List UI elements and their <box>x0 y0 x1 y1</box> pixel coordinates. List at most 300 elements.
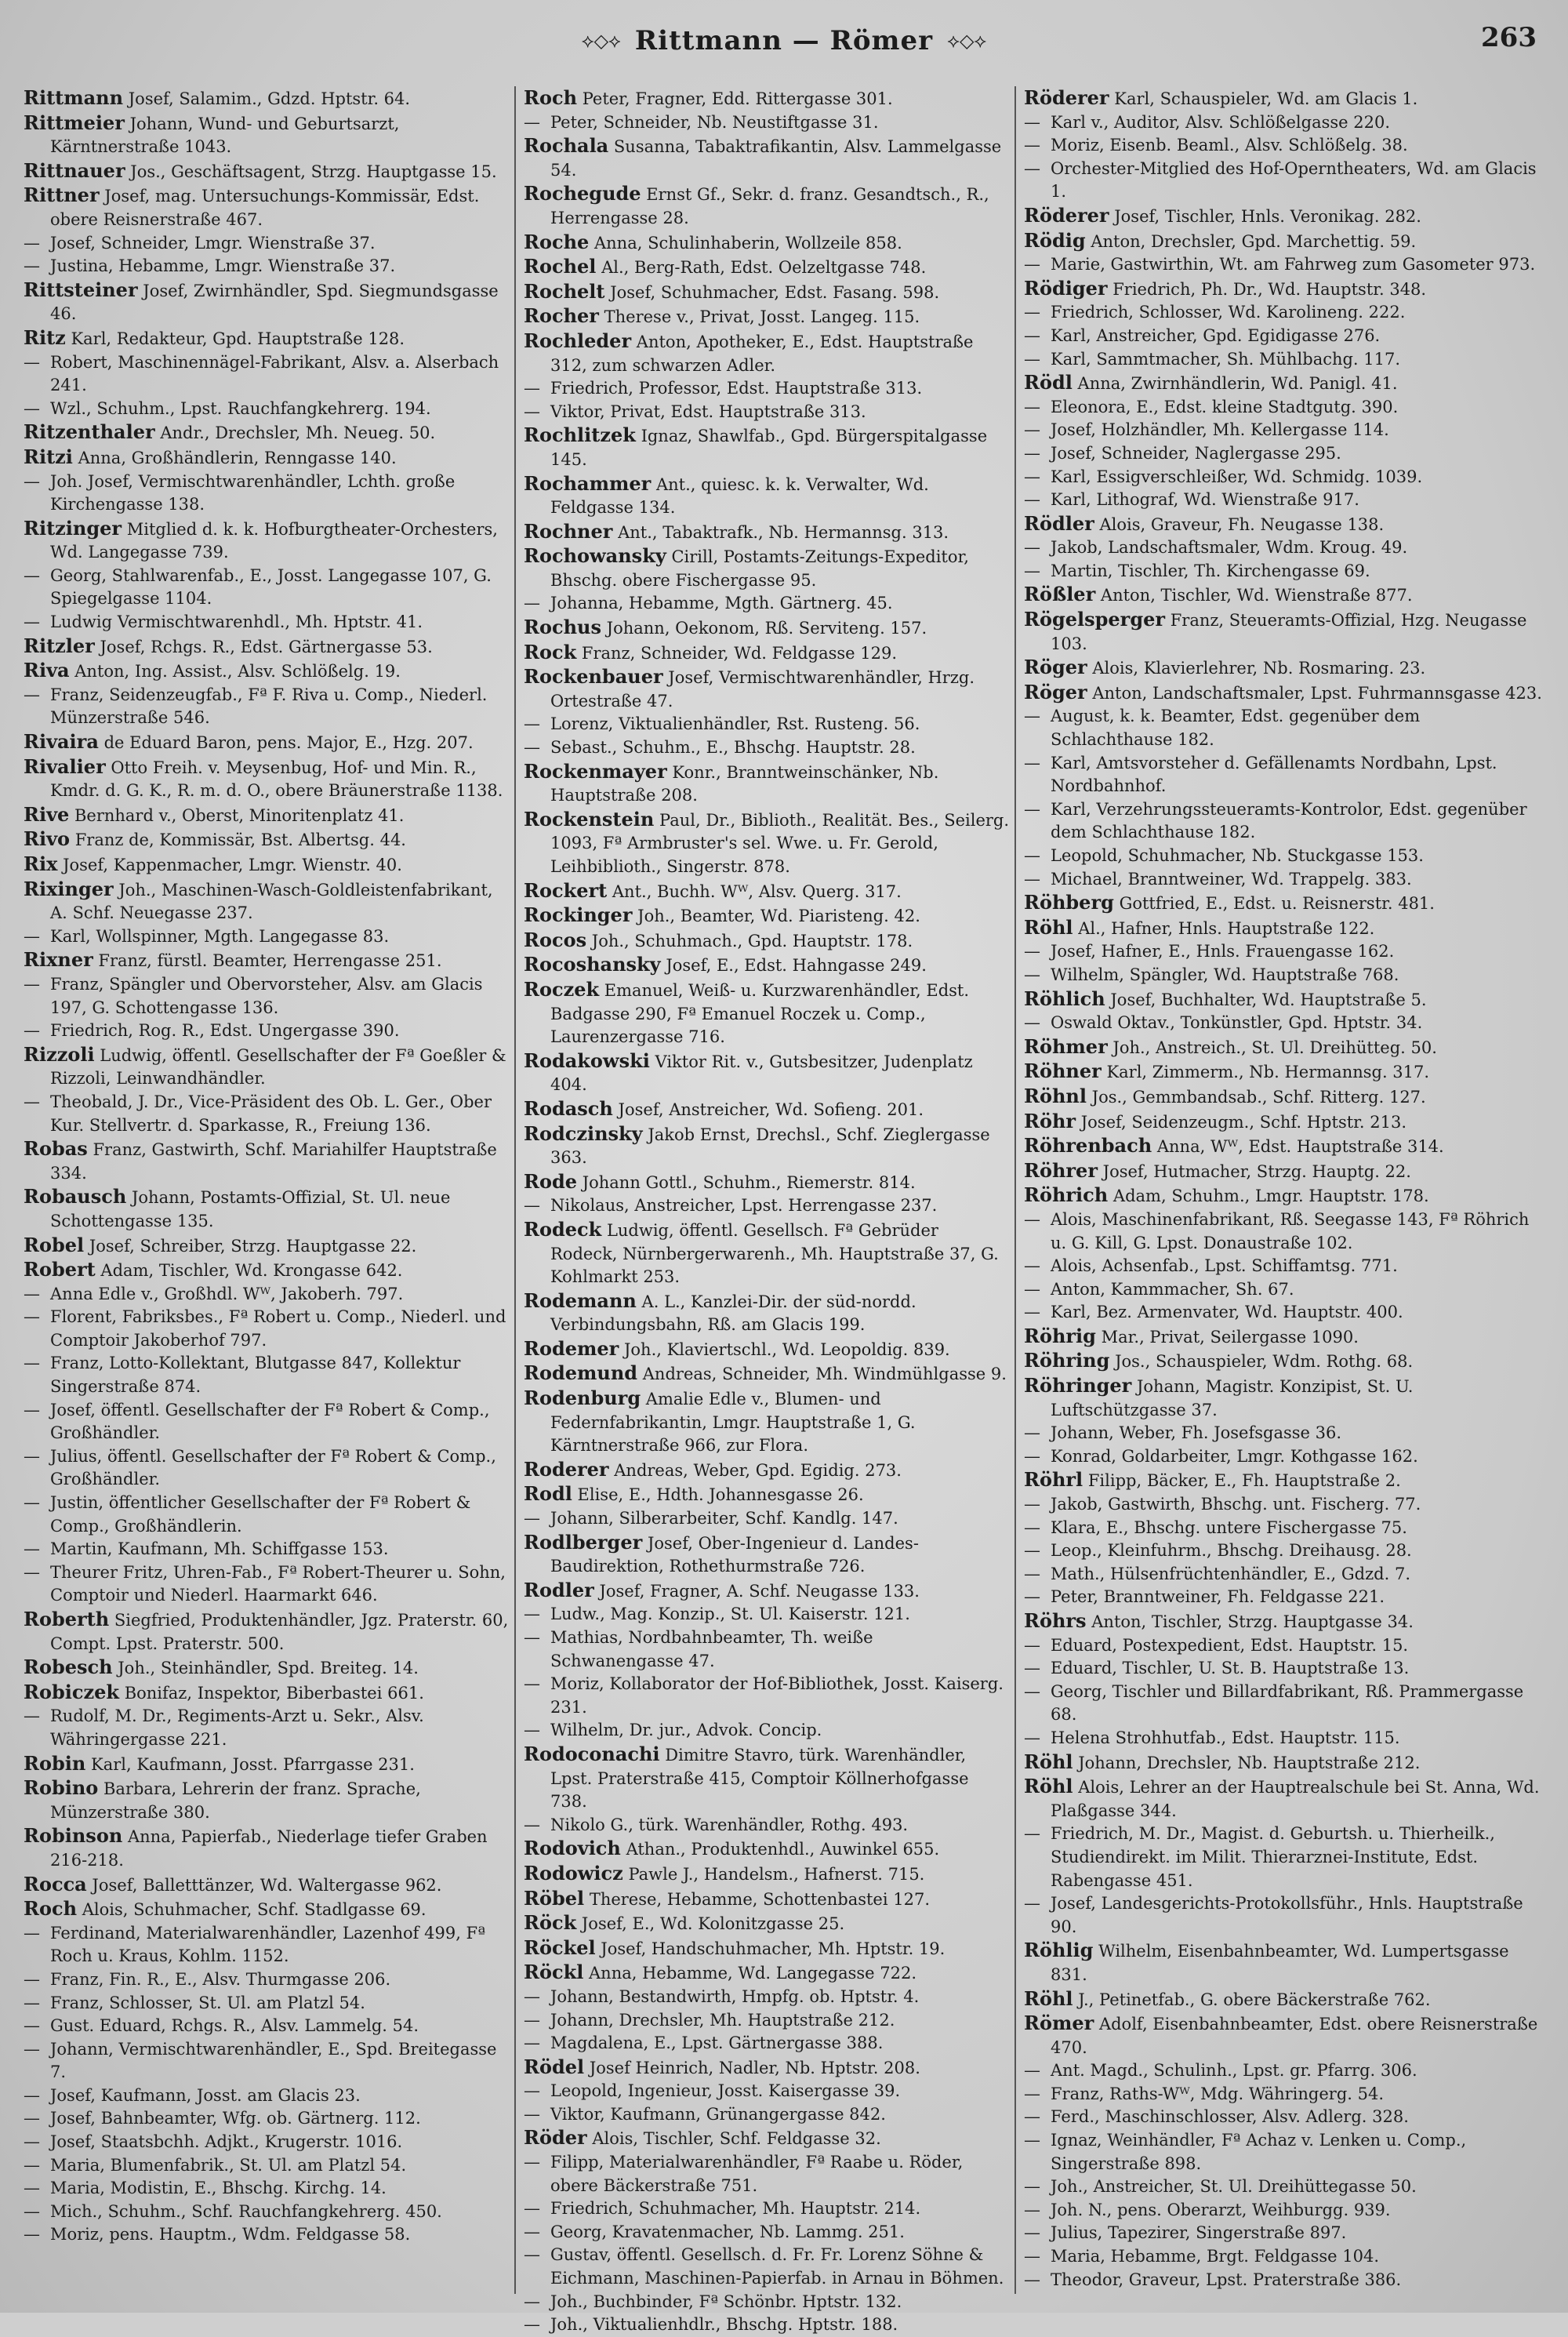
entry-details: Nikolo G., türk. Warenhändler, Rothg. 493. <box>550 1815 909 1834</box>
entry-surname: Röhlig <box>1024 1939 1094 1962</box>
ditto-dash: — <box>24 1446 40 1466</box>
ditto-dash: — <box>1024 443 1040 463</box>
entry-details: August, k. k. Beamter, Edst. gegenüber dem Schlachthause 182. <box>1051 707 1421 750</box>
entry-details: Franz, Lotto-Kollektant, Blutgasse 847, Kollektur Singerstraße 874. <box>50 1354 461 1397</box>
entry-details: Joh., Beamter, Wd. Piaristeng. 42. <box>637 907 920 926</box>
entry-details: Anna, Großhändlerin, Renngasse 140. <box>78 448 397 467</box>
directory-entry <box>524 1361 1010 1387</box>
entry-surname: Ritzi <box>24 445 73 468</box>
directory-entry <box>524 280 1010 305</box>
directory-entry <box>24 1752 510 1777</box>
entry-details: Wilhelm, Spängler, Wd. Hauptstraße 768. <box>1051 965 1399 984</box>
page-number: 263 <box>1481 22 1537 53</box>
entry-details: Theurer Fritz, Uhren-Fab., Fª Robert-Theurer u. Sohn, Comptoir und Niederl. Haarmarkt 646. <box>50 1562 506 1605</box>
directory-entry <box>1024 1987 1544 2012</box>
directory-entry <box>524 2244 1010 2290</box>
entry-details: Mitglied d. k. k. Hofburgtheater-Orchesters, Wd. Langegasse 739. <box>50 519 498 562</box>
entry-details: Athan., Produktenhdl., Auwinkel 655. <box>626 1840 940 1859</box>
directory-entry <box>524 2197 1010 2221</box>
entry-details: Johann, Vermischtwarenhändler, E., Spd. Breitegasse 7. <box>50 2039 497 2082</box>
ditto-dash: — <box>24 1307 40 1327</box>
directory-entry <box>1024 1563 1544 1586</box>
ditto-dash: — <box>1024 467 1040 486</box>
ditto-dash: — <box>524 1815 540 1834</box>
ditto-dash: — <box>1024 349 1040 369</box>
entry-details: Therese v., Privat, Josst. Langeg. 115. <box>604 307 920 327</box>
ditto-dash: — <box>524 1986 540 2006</box>
directory-entry <box>524 377 1010 401</box>
directory-entry <box>1024 1939 1544 1986</box>
directory-entry <box>1024 442 1544 466</box>
directory-entry <box>524 2055 1010 2081</box>
directory-entry <box>524 401 1010 424</box>
entry-details: Friedrich, Ph. Dr., Wd. Hauptstr. 348. <box>1112 279 1427 299</box>
ditto-dash: — <box>524 714 540 734</box>
directory-entry <box>1024 1012 1544 1035</box>
entry-surname: Rögelsperger <box>1024 608 1166 631</box>
ditto-dash: — <box>1024 158 1040 178</box>
entry-surname: Roberth <box>24 1608 110 1630</box>
directory-entry <box>24 351 510 398</box>
entry-details: Robert, Maschinennägel-Fabrikant, Alsv. a. Alserbach 241. <box>50 352 499 395</box>
entry-details: Gottfried, E., Edst. u. Reisnerstr. 481. <box>1119 894 1435 914</box>
directory-entry <box>524 879 1010 904</box>
ditto-dash: — <box>1024 255 1040 274</box>
entry-details: Josef, Seidenzeugm., Schf. Hptstr. 213. <box>1080 1112 1406 1132</box>
directory-entry <box>1024 277 1544 302</box>
entry-surname: Röhrl <box>1024 1468 1083 1492</box>
entry-surname: Robiczek <box>24 1680 119 1703</box>
entry-surname: Rödig <box>1024 228 1086 252</box>
directory-entry <box>524 978 1010 1049</box>
entry-details: Lorenz, Viktualienhändler, Rst. Rusteng. 56. <box>550 714 920 734</box>
directory-entry <box>524 86 1010 111</box>
entry-details: Johann, Bestandwirth, Hmpfg. ob. Hptstr. 4. <box>550 1986 920 2006</box>
directory-entry <box>1024 1374 1544 1422</box>
entry-surname: Robas <box>24 1137 88 1161</box>
entry-details: Ferd., Maschinschlosser, Alsv. Adlerg. 328. <box>1051 2107 1409 2127</box>
entry-surname: Rochleder <box>524 329 632 352</box>
ditto-dash: — <box>524 1196 540 1216</box>
column-1 <box>24 86 510 2294</box>
entry-details: Josef, Balletttänzer, Wd. Waltergasse 962. <box>92 1875 442 1895</box>
entry-details: Josef, Kaufmann, Josst. am Glacis 23. <box>50 2085 361 2105</box>
entry-details: Alois, Tischler, Schf. Feldgasse 32. <box>592 2129 881 2149</box>
entry-surname: Röhner <box>1024 1059 1102 1083</box>
entry-details: Maria, Modistin, E., Bhschg. Kirchg. 14. <box>50 2179 387 2198</box>
directory-entry <box>1024 489 1544 512</box>
ditto-dash: — <box>24 926 40 946</box>
entry-surname: Rivaira <box>24 730 99 754</box>
entry-details: Johann, Oekonom, Rß. Serviteng. 157. <box>606 619 927 638</box>
ditto-dash: — <box>1024 965 1040 984</box>
directory-entry <box>524 1097 1010 1122</box>
entry-surname: Ritzinger <box>24 516 122 540</box>
directory-entry <box>24 471 510 517</box>
entry-details: Karl, Anstreicher, Gpd. Egidigasse 276. <box>1051 325 1381 345</box>
entry-surname: Rixner <box>24 948 93 972</box>
directory-entry <box>524 1603 1010 1626</box>
directory-entry <box>24 1608 510 1656</box>
directory-entry <box>1024 1823 1544 1892</box>
directory-entry <box>24 1091 510 1137</box>
ditto-dash: — <box>1024 2247 1040 2266</box>
directory-entry <box>1024 705 1544 751</box>
entry-surname: Rochowansky <box>524 544 666 568</box>
entry-details: Karl, Lithograf, Wd. Wienstraße 917. <box>1051 490 1359 510</box>
entry-details: Franz, Seidenzeugfab., Fª F. Riva u. Comp., Niederl. Münzerstraße 546. <box>50 685 488 728</box>
ditto-dash: — <box>524 2245 540 2265</box>
entry-surname: Röhmer <box>1024 1034 1108 1058</box>
entry-details: Nikolaus, Anstreicher, Lpst. Herrengasse 237. <box>550 1196 938 1216</box>
entry-details: Andr., Drechsler, Mh. Neueg. 50. <box>160 423 436 443</box>
ditto-dash: — <box>1024 942 1040 961</box>
entry-details: Anton, Landschaftsmaler, Lpst. Fuhrmannsgasse 423. <box>1092 683 1542 703</box>
column-rule <box>514 86 516 2294</box>
entry-details: Franz, Spängler und Obervorsteher, Alsv. am Glacis 197, G. Schottengasse 136. <box>50 974 483 1017</box>
entry-details: Sebast., Schuhm., E., Bhschg. Hauptstr. 28. <box>550 738 916 758</box>
ditto-dash: — <box>24 685 40 704</box>
ditto-dash: — <box>1024 1279 1040 1299</box>
directory-entry <box>24 517 510 565</box>
directory-entry <box>524 1289 1010 1337</box>
entry-surname: Rockenbauer <box>524 665 663 689</box>
directory-entry <box>1024 2175 1544 2199</box>
directory-entry <box>1024 2245 1544 2269</box>
running-title: Rittmann — Römer <box>634 25 934 56</box>
entry-surname: Rockinger <box>524 903 633 927</box>
directory-entry <box>1024 1110 1544 1135</box>
ditto-dash: — <box>24 352 40 372</box>
directory-entry <box>24 1137 510 1185</box>
directory-entry <box>1024 1775 1544 1823</box>
directory-entry <box>524 1194 1010 1218</box>
ditto-dash: — <box>24 1706 40 1726</box>
directory-entry <box>1024 512 1544 537</box>
ditto-dash: — <box>1024 1303 1040 1322</box>
entry-surname: Rockenstein <box>524 807 655 830</box>
directory-entry <box>1024 2269 1544 2292</box>
entry-surname: Rodeck <box>524 1217 602 1241</box>
entry-details: Anton, Drechsler, Gpd. Marchettig. 59. <box>1091 231 1417 251</box>
entry-details: Jakob, Gastwirth, Bhschg. unt. Fischerg. 77. <box>1051 1495 1421 1514</box>
entry-details: Anton, Tischler, Strzg. Hauptgasse 34. <box>1091 1612 1414 1631</box>
ditto-dash: — <box>1024 1681 1040 1701</box>
ditto-dash: — <box>1024 753 1040 772</box>
entry-details: Josef, Hafner, E., Hnls. Frauengasse 162. <box>1051 942 1395 961</box>
directory-entry <box>524 1743 1010 1814</box>
entry-details: Franz de, Kommissär, Bst. Albertsg. 44. <box>74 830 406 850</box>
entry-details: Leop., Kleinfuhrm., Bhschg. Dreihausg. 28. <box>1051 1541 1412 1561</box>
entry-surname: Rodl <box>524 1482 572 1506</box>
directory-entry <box>524 423 1010 471</box>
entry-details: Wilhelm, Eisenbahnbeamter, Wd. Lumpertsgasse 831. <box>1051 1942 1509 1984</box>
directory-entry <box>1024 987 1544 1012</box>
entry-details: Franz, Gastwirth, Schf. Mariahilfer Hauptstraße 334. <box>50 1140 497 1183</box>
entry-details: Anna, Hebamme, Wd. Langegasse 722. <box>589 1964 917 1983</box>
directory-entry <box>524 641 1010 666</box>
ditto-dash: — <box>24 1092 40 1111</box>
entry-details: Elise, E., Hdth. Johannesgasse 26. <box>577 1485 864 1505</box>
directory-entry <box>1024 158 1544 204</box>
entry-details: Mathias, Nordbahnbeamter, Th. weiße Schwanengasse 47. <box>550 1628 873 1670</box>
directory-entry <box>524 808 1010 879</box>
entry-surname: Rodler <box>524 1578 594 1601</box>
entry-details: Johann, Drechsler, Mh. Hauptstraße 212. <box>550 2010 895 2030</box>
entry-details: Theodor, Graveur, Lpst. Praterstraße 386. <box>1051 2270 1402 2289</box>
directory-entry <box>24 2201 510 2224</box>
entry-details: Franz, Raths-Wᵂ, Mdg. Währingerg. 54. <box>1051 2084 1385 2103</box>
directory-entry <box>1024 1892 1544 1939</box>
entry-details: Anna, Wᵂ, Edst. Hauptstraße 314. <box>1156 1137 1444 1157</box>
entry-details: Mar., Privat, Seilergasse 1090. <box>1101 1327 1359 1347</box>
entry-surname: Roche <box>524 230 590 253</box>
entry-surname: Rochner <box>524 519 613 543</box>
entry-details: Franz, Schlosser, St. Ul. am Platzl 54. <box>50 1993 365 2012</box>
entry-details: Gustav, öffentl. Gesellsch. d. Fr. Fr. Lorenz Söhne & Eichmann, Maschinen-Papierfab. in Arnau in Böhmen. <box>550 2245 1004 2288</box>
entry-surname: Rodlberger <box>524 1530 643 1554</box>
entry-details: Theobald, J. Dr., Vice-Präsident des Ob. L. Ger., Ober Kur. Stellvertr. d. Sparkasse, R., Freiung 136. <box>50 1092 492 1135</box>
directory-entry <box>1024 1445 1544 1469</box>
entry-surname: Röhringer <box>1024 1374 1132 1397</box>
entry-surname: Röhl <box>1024 1775 1073 1798</box>
entry-details: Josef, Anstreicher, Wd. Sofieng. 201. <box>618 1099 924 1119</box>
entry-details: Johann, Drechsler, Nb. Hauptstraße 212. <box>1078 1753 1421 1772</box>
entry-surname: Rocoshansky <box>524 953 661 976</box>
directory-entry <box>24 1445 510 1492</box>
entry-details: Adam, Schuhm., Lmgr. Hauptstr. 178. <box>1112 1187 1429 1206</box>
directory-entry <box>524 665 1010 713</box>
entry-surname: Rochala <box>524 134 609 158</box>
entry-details: Amalie Edle v., Blumen- und Federnfabrikantin, Lmgr. Hauptstraße 1, G. Kärntnerstraße 966, zur Flora. <box>550 1390 916 1456</box>
entry-details: Florent, Fabriksbes., Fª Robert u. Comp., Niederl. und Comptoir Jakoberhof 797. <box>50 1307 506 1350</box>
ditto-dash: — <box>24 2132 40 2152</box>
entry-surname: Rodemund <box>524 1361 638 1385</box>
ditto-dash: — <box>24 612 40 632</box>
directory-entry <box>524 1936 1010 1961</box>
entry-details: Orchester-Mitglied des Hof-Operntheaters, Wd. am Glacis 1. <box>1051 158 1537 202</box>
entry-surname: Röhlich <box>1024 987 1105 1010</box>
entry-surname: Rodoconachi <box>524 1742 660 1765</box>
directory-entry <box>24 565 510 611</box>
entry-surname: Robino <box>24 1776 99 1800</box>
directory-entry <box>24 1968 510 1992</box>
directory-entry <box>1024 536 1544 560</box>
directory-entry <box>524 903 1010 929</box>
directory-entry <box>524 953 1010 978</box>
directory-entry <box>524 134 1010 182</box>
entry-details: Josef, Fragner, A. Schf. Neugasse 133. <box>599 1581 920 1601</box>
directory-entry <box>1024 2012 1544 2059</box>
directory-entry <box>1024 681 1544 706</box>
entry-details: Bonifaz, Inspektor, Biberbastei 661. <box>124 1683 424 1703</box>
ditto-dash: — <box>24 2109 40 2128</box>
entry-details: Alois, Graveur, Fh. Neugasse 138. <box>1099 514 1385 534</box>
entry-details: Anton, Kammmacher, Sh. 67. <box>1051 1279 1294 1299</box>
directory-entry <box>1024 419 1544 442</box>
ditto-dash: — <box>24 256 40 276</box>
entry-surname: Römer <box>1024 2012 1094 2035</box>
page-header <box>31 17 1537 64</box>
entry-details: Martin, Kaufmann, Mh. Schiffgasse 153. <box>50 1539 389 1559</box>
directory-entry <box>524 2151 1010 2197</box>
entry-details: Peter, Branntweiner, Fh. Feldgasse 221. <box>1051 1587 1385 1607</box>
ditto-dash: — <box>24 565 40 585</box>
entry-details: Moriz, Eisenb. Beaml., Alsv. Schlößelg. 38. <box>1051 136 1408 155</box>
entry-surname: Robausch <box>24 1185 127 1208</box>
entry-details: Bernhard v., Oberst, Minoritenplatz 41. <box>74 805 405 825</box>
directory-entry <box>24 398 510 421</box>
entry-details: Filipp, Materialwarenhändler, Fª Raabe u. Röder, obere Bäckerstraße 751. <box>550 2153 964 2195</box>
ditto-dash: — <box>24 2225 40 2244</box>
entry-details: Ant., Buchh. Wᵂ, Alsv. Querg. 317. <box>612 881 902 901</box>
directory-entry <box>24 1705 510 1751</box>
entry-details: Alois, Schuhmacher, Schf. Stadlgasse 69. <box>82 1900 426 1920</box>
ditto-dash: — <box>1024 112 1040 132</box>
directory-entry <box>1024 229 1544 254</box>
directory-entry <box>1024 86 1544 111</box>
directory-entry <box>1024 1517 1544 1540</box>
entry-surname: Rittsteiner <box>24 278 138 301</box>
directory-entry <box>1024 1325 1544 1350</box>
entry-details: Klara, E., Bhschg. untere Fischergasse 75. <box>1051 1517 1407 1537</box>
directory-entry <box>1024 1634 1544 1658</box>
directory-entry <box>1024 2059 1544 2083</box>
directory-entry <box>524 544 1010 592</box>
entry-details: Anna Edle v., Großhdl. Wᵂ, Jakoberh. 797. <box>50 1284 404 1303</box>
entry-details: Justin, öffentlicher Gesellschafter der Fª Robert & Comp., Großhändlerin. <box>50 1493 471 1536</box>
directory-entry <box>24 2084 510 2108</box>
ditto-dash: — <box>24 1021 40 1041</box>
entry-details: Josef, Ober-Ingenieur d. Landes-Baudirektion, Rothethurmstraße 726. <box>550 1533 919 1576</box>
entry-surname: Rixinger <box>24 877 114 900</box>
directory-entry <box>1024 1493 1544 1517</box>
entry-details: Friedrich, Professor, Edst. Hauptstraße 313. <box>550 379 923 398</box>
entry-details: Konr., Branntweinschänker, Nb. Hauptstraße 208. <box>550 762 939 805</box>
directory-entry <box>24 1306 510 1352</box>
directory-entry <box>1024 752 1544 798</box>
column-rule <box>1014 86 1016 2294</box>
directory-entry <box>1024 1085 1544 1110</box>
entry-details: Viktor, Kaufmann, Grünangergasse 842. <box>550 2104 886 2124</box>
directory-entry <box>24 803 510 828</box>
ditto-dash: — <box>524 2104 540 2124</box>
directory-entry <box>1024 2222 1544 2245</box>
entry-surname: Röger <box>1024 680 1087 703</box>
entry-details: Karl, Wollspinner, Mgth. Langegasse 83. <box>50 926 390 946</box>
entry-details: Filipp, Bäcker, E., Fh. Hauptstraße 2. <box>1087 1471 1401 1491</box>
entry-surname: Röger <box>1024 656 1087 679</box>
entry-details: Anton, Ing. Assist., Alsv. Schlößelg. 19. <box>74 662 401 681</box>
directory-entry <box>1024 1301 1544 1325</box>
entry-surname: Rittmann <box>24 86 124 109</box>
entry-details: Josef, Tischler, Hnls. Veronikag. 282. <box>1114 206 1421 226</box>
ditto-dash: — <box>524 2010 540 2030</box>
directory-entry <box>524 1337 1010 1362</box>
ditto-dash: — <box>524 1605 540 1624</box>
ditto-dash: — <box>1024 397 1040 416</box>
directory-entry <box>524 736 1010 760</box>
ditto-dash: — <box>1024 136 1040 155</box>
entry-details: Franz, Fin. R., E., Alsv. Thurmgasse 206. <box>50 1969 391 1989</box>
entry-surname: Rödl <box>1024 371 1073 394</box>
entry-details: Moriz, Kollaborator der Hof-Bibliothek, Josst. Kaiserg. 231. <box>550 1674 1004 1717</box>
entry-details: Julius, öffentl. Gesellschafter der Fª Robert & Comp., Großhändler. <box>50 1446 496 1489</box>
ditto-dash: — <box>1024 1013 1040 1033</box>
entry-details: Josef, Zwirnhändler, Spd. Siegmundsgasse 46. <box>50 281 499 324</box>
directory-entry <box>524 1837 1010 1862</box>
entry-surname: Robesch <box>24 1656 113 1679</box>
entry-surname: Ritz <box>24 325 66 349</box>
entry-details: Joh., Anstreich., St. Ul. Dreihütteg. 50. <box>1112 1038 1437 1057</box>
entry-surname: Röhrich <box>1024 1183 1109 1207</box>
entry-surname: Röhring <box>1024 1349 1110 1372</box>
directory-entry <box>24 1538 510 1561</box>
entry-details: Anna, Schulinhaberin, Wollzeile 858. <box>593 233 902 253</box>
ditto-dash: — <box>1024 1824 1040 1844</box>
ditto-dash: — <box>24 1284 40 1303</box>
directory-entry <box>1024 466 1544 489</box>
ditto-dash: — <box>1024 799 1040 819</box>
directory-entry <box>524 592 1010 616</box>
entry-details: Josef, Landesgerichts-Protokollsführ., Hnls. Hauptstraße 90. <box>1051 1894 1523 1936</box>
directory-entry <box>524 1507 1010 1531</box>
directory-entry <box>1024 111 1544 135</box>
ditto-dash: — <box>1024 2270 1040 2289</box>
entry-details: Joh. N., pens. Oberarzt, Weihburgg. 939. <box>1051 2200 1391 2219</box>
ditto-dash: — <box>24 1493 40 1513</box>
entry-surname: Röhl <box>1024 1986 1073 2010</box>
entry-details: Karl, Sammtmacher, Sh. Mühlbachg. 117. <box>1051 349 1401 369</box>
entry-surname: Robel <box>24 1233 85 1256</box>
entry-details: Joh., Maschinen-Wasch-Goldleistenfabrikant, A. Schf. Neuegasse 237. <box>50 880 493 923</box>
entry-surname: Rodemer <box>524 1336 619 1360</box>
entry-details: Math., Hülsenfrüchtenhändler, E., Gdzd. 7. <box>1051 1564 1411 1583</box>
ditto-dash: — <box>24 398 40 418</box>
entry-details: Josef, Kappenmacher, Lmgr. Wienstr. 40. <box>63 856 402 874</box>
directory-entry <box>24 827 510 852</box>
directory-entry <box>24 2154 510 2178</box>
directory-entry <box>24 2223 510 2247</box>
entry-details: Anton, Apotheker, E., Edst. Hauptstraße 312, zum schwarzen Adler. <box>550 332 974 375</box>
ditto-dash: — <box>1024 1564 1040 1583</box>
entry-details: Johanna, Hebamme, Mgth. Gärtnerg. 45. <box>550 594 893 613</box>
directory-entry <box>1024 608 1544 656</box>
directory-entry <box>524 2103 1010 2127</box>
entry-details: Johann, Magistr. Konzipist, St. U. Luftschützgasse 37. <box>1051 1377 1414 1419</box>
entry-details: Therese, Hebamme, Schottenbastei 127. <box>589 1889 931 1909</box>
ditto-dash: — <box>524 2081 540 2101</box>
directory-entry <box>1024 301 1544 325</box>
ditto-dash: — <box>1024 1635 1040 1655</box>
entry-details: Wilhelm, Dr. jur., Advok. Concip. <box>550 1721 822 1740</box>
directory-entry <box>524 1626 1010 1673</box>
entry-details: Oswald Oktav., Tonkünstler, Gpd. Hptstr. 34. <box>1051 1013 1423 1033</box>
entry-details: Al., Berg-Rath, Edst. Oelzeltgasse 748. <box>601 258 927 278</box>
entry-surname: Rodenburg <box>524 1387 641 1410</box>
entry-surname: Rochel <box>524 255 597 278</box>
ditto-dash: — <box>524 2222 540 2241</box>
directory-entry <box>24 1922 510 1968</box>
entry-details: Konrad, Goldarbeiter, Lmgr. Kothgasse 162. <box>1051 1446 1418 1466</box>
entry-details: Franz, Schneider, Wd. Feldgasse 129. <box>581 643 898 663</box>
ditto-dash: — <box>524 594 540 613</box>
directory-entry <box>1024 1657 1544 1681</box>
directory-entry <box>1024 940 1544 964</box>
directory-entry <box>1024 916 1544 941</box>
entry-surname: Röhr <box>1024 1109 1076 1132</box>
entry-surname: Rockert <box>524 878 608 902</box>
